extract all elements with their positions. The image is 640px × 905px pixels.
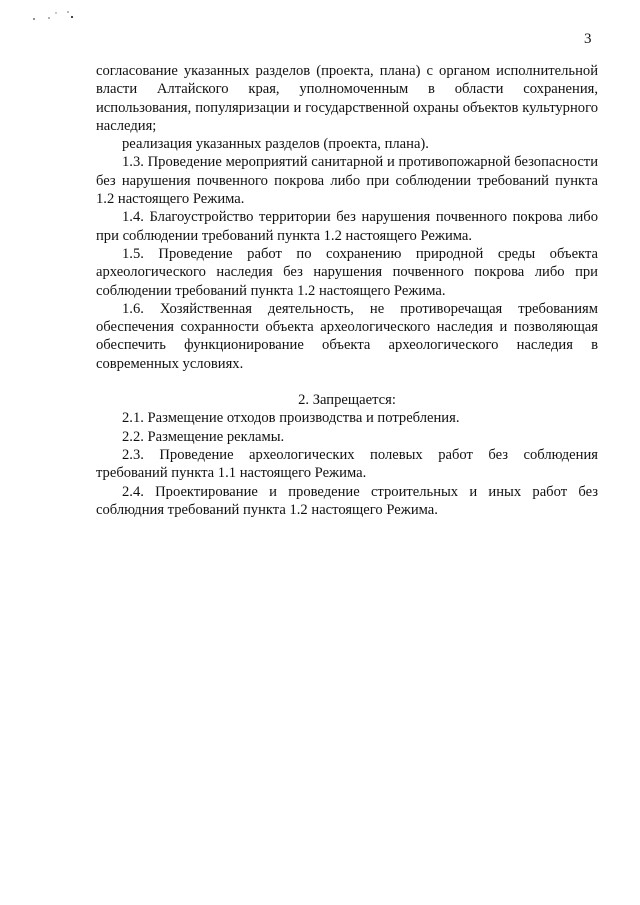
paragraph-1-5: 1.5. Проведение работ по сохранению природной среды объекта археологического наследия без нарушения почвенного покрова либо при соблюдении требований пункта 1.2 настоящего Режима. [96, 245, 598, 299]
section-2-title: 2. Запрещается: [298, 392, 396, 409]
page-number: 3 [584, 31, 592, 47]
paragraph-1-3: 1.3. Проведение мероприятий санитарной и противопожарной безопасности без нарушения почвенного покрова либо при соблюдении требований пункта 1.2 настоящего Режима. [96, 154, 598, 208]
paragraph-1-6: 1.6. Хозяйственная деятельность, не противоречащая требованиям обеспечения сохранности объекта археологического наследия и позволяющая обеспечить функционирование объекта археологического наследия в современных условиях. [96, 300, 598, 372]
document-body [96, 62, 598, 519]
paragraph-2-1: 2.1. Размещение отходов производства и потребления. [122, 410, 460, 427]
paragraph-agreement: согласование указанных разделов (проекта, плана) с органом исполнительной власти Алтайского края, уполномоченным в области сохранения, использования, популяризации и государственной охраны объектов культурного наследия; [96, 63, 598, 134]
paragraph-2-3: 2.3. Проведение археологических полевых работ без соблюдения требований пункта 1.1 настоящего Режима. [96, 446, 598, 482]
scan-artifact-dots [32, 8, 82, 22]
paragraph-2-2: 2.2. Размещение рекламы. [122, 428, 285, 445]
paragraph-implementation: реализация указанных разделов (проекта, плана). [122, 136, 429, 153]
paragraph-1-4: 1.4. Благоустройство территории без нарушения почвенного покрова либо при соблюдении требований пункта 1.2 настоящего Режима. [96, 209, 598, 244]
paragraph-2-4: 2.4. Проектирование и проведение строительных и иных работ без соблюдния требований пункта 1.2 настоящего Режима. [96, 483, 598, 518]
